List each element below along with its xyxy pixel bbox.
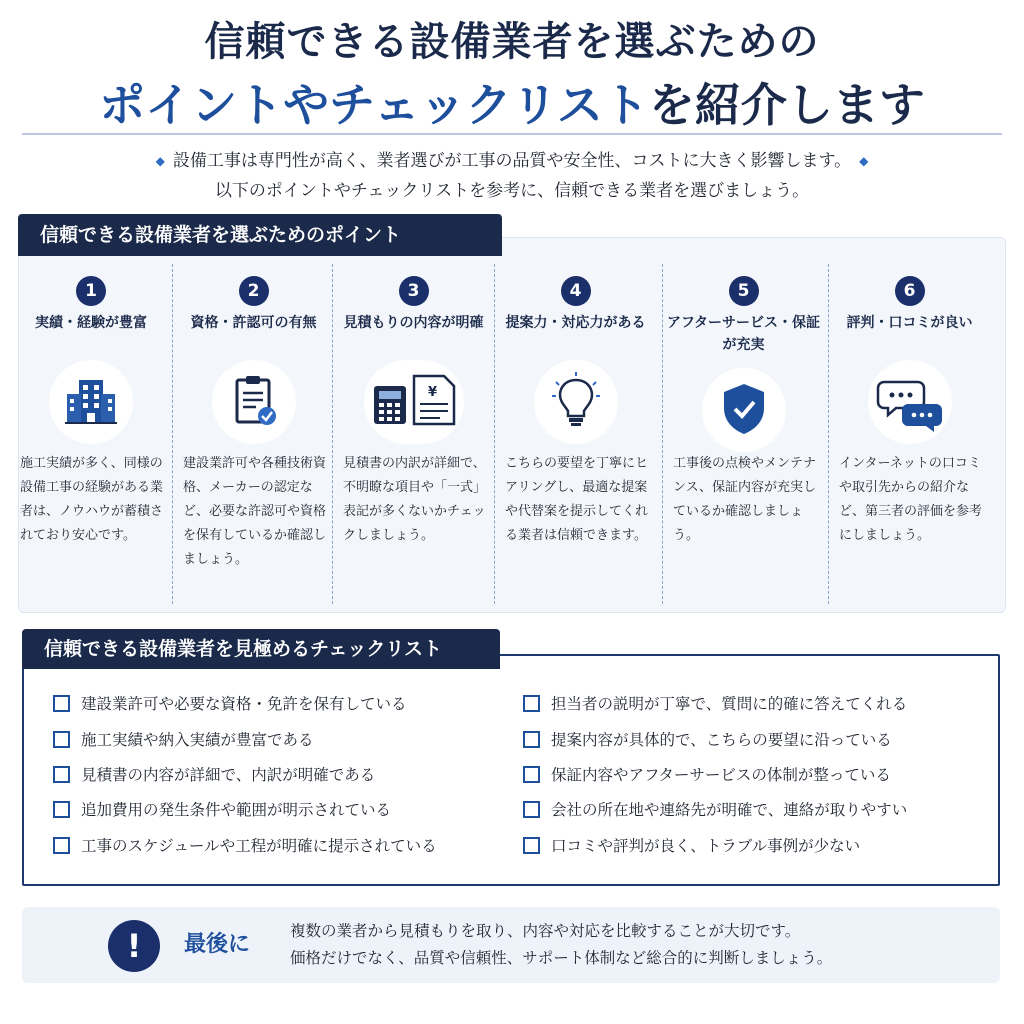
checkbox[interactable]: [523, 695, 540, 712]
intro-line-1-text: 設備工事は専門性が高く、業者選びが工事の品質や安全性、コストに大きく影響します。: [172, 151, 852, 171]
bullet-icon: ◆: [155, 154, 165, 168]
checklist-item-label: 保証内容やアフターサービスの体制が整っている: [551, 766, 891, 784]
checklist-item-label: 工事のスケジュールや工程が明確に提示されている: [81, 837, 437, 855]
final-note-label: 最後に: [184, 932, 251, 957]
checkbox[interactable]: [523, 801, 540, 818]
point-number: 6: [895, 276, 925, 306]
point-title: 資格・許認可の有無: [190, 315, 317, 331]
point-number: 2: [239, 276, 269, 306]
lightbulb-icon: [534, 360, 618, 444]
title-highlight: ポイントやチェックリスト: [99, 78, 649, 132]
point-description: こちらの要望を丁寧にヒアリングし、最適な提案や代替案を提示してくれる業者は信頼できます。: [505, 456, 649, 543]
point-title: 見積もりの内容が明確: [343, 315, 484, 331]
checklist-item-label: 施工実績や納入実績が豊富である: [81, 731, 314, 749]
point-title: 実績・経験が豊富: [35, 315, 147, 331]
checklist-item-label: 口コミや評判が良く、トラブル事例が少ない: [551, 837, 861, 855]
title-line-1: 信頼できる設備業者を選ぶための: [204, 19, 820, 65]
final-note-line-1: 複数の業者から見積もりを取り、内容や対応を比較することが大切です。: [290, 922, 801, 940]
checklist-item-label: 会社の所在地や連絡先が明確で、連絡が取りやすい: [551, 801, 908, 819]
checkbox[interactable]: [53, 837, 70, 854]
shield-check-icon: [702, 368, 786, 452]
chat-bubbles-icon: [868, 360, 952, 444]
checklist-item-label: 担当者の説明が丁寧で、質問に的確に答えてくれる: [551, 695, 908, 713]
calculator-document-icon: [364, 360, 464, 444]
checkbox[interactable]: [53, 801, 70, 818]
point-description: 工事後の点検やメンテナンス、保証内容が充実しているか確認しましょう。: [673, 456, 817, 543]
checklist-item-label: 提案内容が具体的で、こちらの要望に沿っている: [551, 731, 892, 749]
point-card-1: [10, 264, 172, 604]
title-rest: を紹介します: [648, 78, 925, 132]
checklist-section-heading: 信頼できる設備業者を見極めるチェックリスト: [22, 629, 500, 669]
checklist-item-label: 追加費用の発生条件や範囲が明示されている: [81, 801, 392, 819]
intro-line-2: 以下のポイントやチェックリストを参考に、信頼できる業者を選びましょう。: [214, 181, 810, 201]
title-divider: [22, 133, 1002, 135]
page-title: [0, 14, 1024, 136]
point-title: アフターサービス・保証が充実: [666, 315, 821, 353]
clipboard-check-icon: [212, 360, 296, 444]
point-card-5: [662, 264, 824, 604]
point-card-2: [172, 264, 334, 604]
point-card-3: [332, 264, 494, 604]
checkbox[interactable]: [53, 766, 70, 783]
point-number: 3: [399, 276, 429, 306]
point-description: 施工実績が多く、同様の設備工事の経験がある業者は、ノウハウが蓄積されており安心です。: [20, 456, 164, 543]
final-note: [22, 907, 1000, 983]
checklist-item-label: 建設業許可や必要な資格・免許を保有している: [81, 695, 407, 713]
point-title: 提案力・対応力がある: [505, 315, 646, 331]
bullet-icon: ◆: [859, 154, 869, 168]
intro-line-1: [0, 146, 1024, 176]
final-note-text: [290, 918, 832, 972]
title-line-2: [0, 74, 1024, 136]
checkbox[interactable]: [523, 837, 540, 854]
exclamation-icon: !: [108, 920, 160, 972]
checkbox[interactable]: [523, 766, 540, 783]
point-description: インターネットの口コミや取引先からの紹介など、第三者の評価を参考にしましょう。: [839, 456, 983, 543]
point-number: 1: [76, 276, 106, 306]
point-description: 見積書の内訳が詳細で、不明瞭な項目や「一式」表記が多くないかチェックしましょう。: [343, 456, 487, 543]
point-number: 4: [561, 276, 591, 306]
point-number: 5: [729, 276, 759, 306]
points-section-heading: 信頼できる設備業者を選ぶためのポイント: [18, 214, 502, 256]
building-icon: [49, 360, 133, 444]
checkbox[interactable]: [523, 731, 540, 748]
final-note-line-2: 価格だけでなく、品質や信頼性、サポート体制など総合的に判断しましょう。: [290, 949, 833, 967]
checkbox[interactable]: [53, 695, 70, 712]
point-description: 建設業許可や各種技術資格、メーカーの認定など、必要な許認可や資格を保有しているか確認しましょう。: [183, 456, 327, 567]
svg-text:¥: ¥: [427, 385, 437, 400]
point-card-4: [494, 264, 656, 604]
point-title: 評判・口コミが良い: [846, 315, 973, 331]
point-card-6: [828, 264, 990, 604]
checklist-item-label: 見積書の内容が詳細で、内訳が明確である: [81, 766, 376, 784]
intro-text: [0, 146, 1024, 206]
checkbox[interactable]: [53, 731, 70, 748]
